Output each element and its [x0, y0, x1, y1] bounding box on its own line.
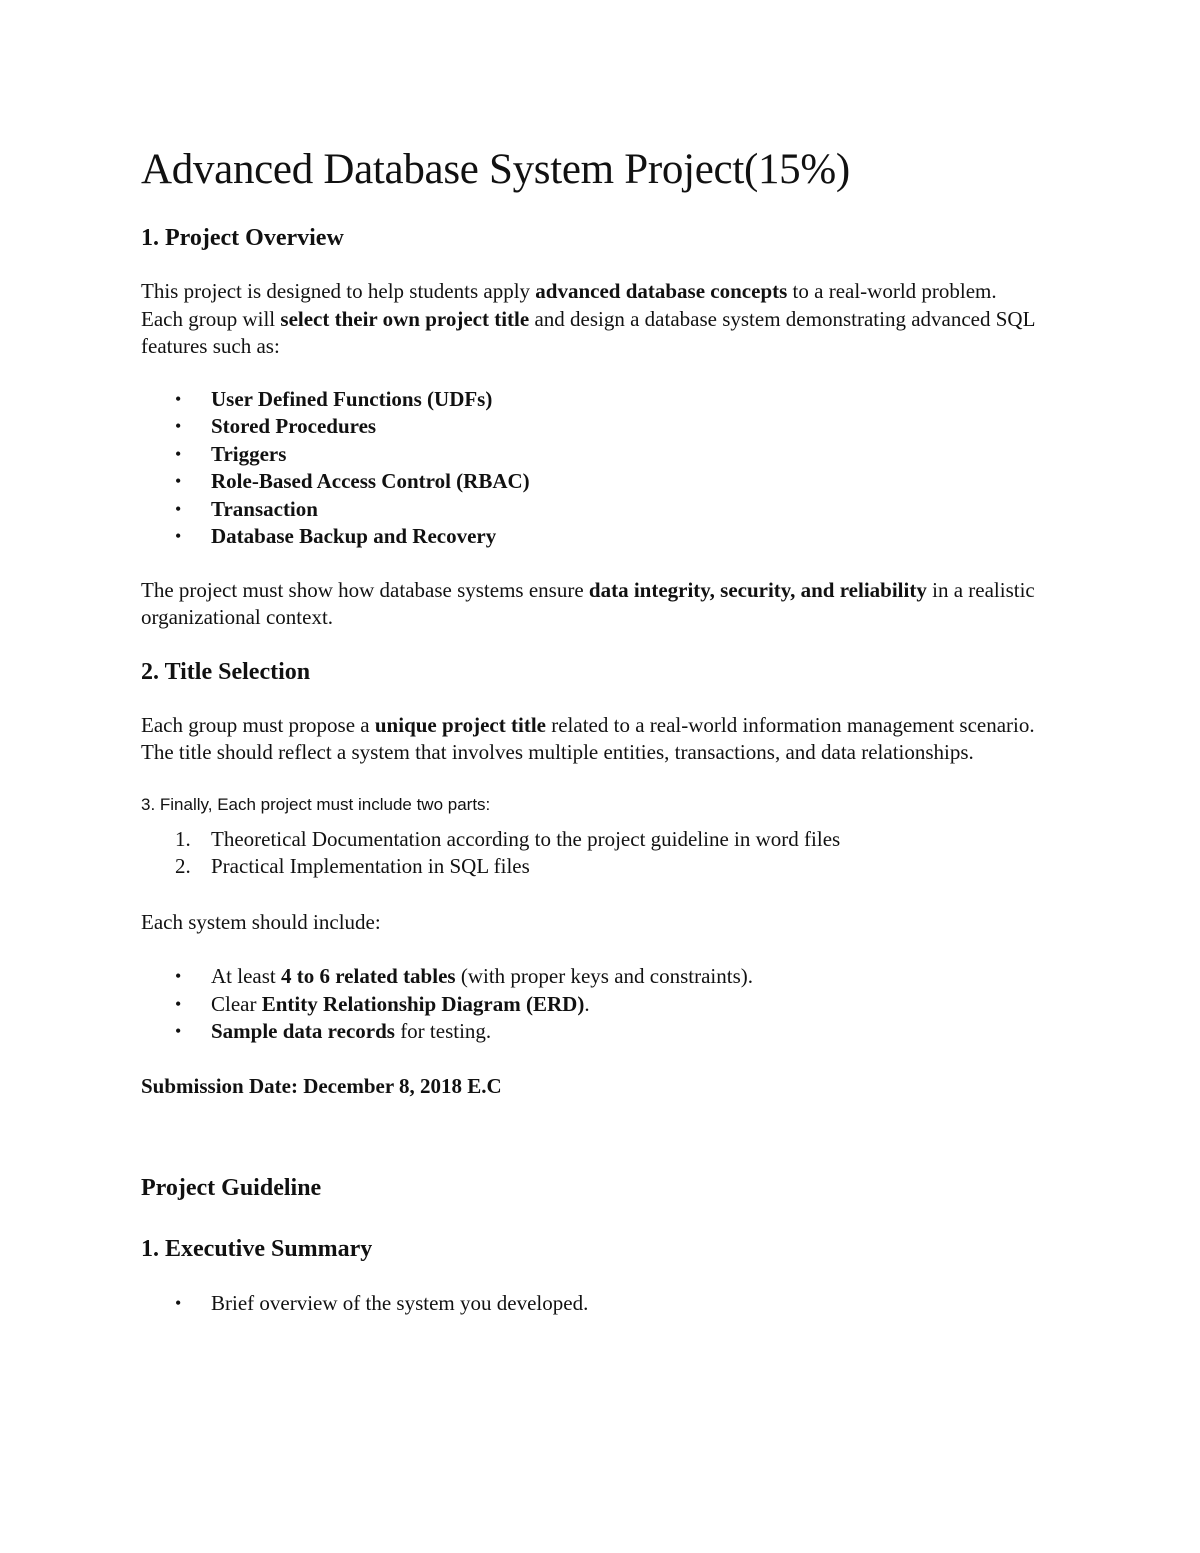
bullet-icon: •: [175, 416, 182, 436]
list-item-text: Transaction: [211, 496, 318, 521]
list-item: [175, 441, 1060, 469]
list-item: [175, 826, 1060, 854]
bullet-icon: •: [175, 471, 182, 491]
list-item-text: Stored Procedures: [211, 414, 377, 438]
bold-run: Sample data records: [211, 1019, 395, 1043]
overview-paragraph-1: [141, 278, 1060, 306]
list-number: 2.: [175, 854, 191, 878]
bold-run: unique project title: [374, 712, 546, 737]
text-run: Clear: [211, 991, 262, 1016]
list-item: [175, 1290, 1060, 1318]
text-run: The project must show how database systems ensure: [141, 577, 589, 602]
list-item: [175, 386, 1060, 414]
text-run: .: [584, 991, 590, 1016]
list-item-text: User Defined Functions (UDFs): [211, 386, 493, 411]
section-heading-executive-summary: 1. Executive Summary: [141, 1236, 373, 1262]
parts-list: [141, 826, 1060, 881]
text-run: and design a database system demonstrating advanced SQL features such as:: [141, 306, 1035, 358]
text-run: Each group will: [141, 306, 281, 331]
list-item: [175, 523, 1060, 551]
list-item-text: Theoretical Documentation according to the project guideline in word files: [211, 826, 841, 851]
bold-run: Entity Relationship Diagram (ERD): [261, 991, 585, 1016]
bullet-icon: •: [175, 1021, 182, 1041]
bullet-icon: •: [175, 1293, 182, 1313]
section-heading-parts: 3. Finally, Each project must include two parts:: [141, 794, 491, 814]
list-item-text: Role-Based Access Control (RBAC): [211, 469, 530, 493]
overview-paragraph-3: [141, 577, 1060, 632]
list-item: [175, 853, 1060, 881]
features-list: [141, 386, 1060, 551]
bullet-icon: •: [175, 993, 182, 1014]
section-heading-project-overview: 1. Project Overview: [141, 225, 344, 251]
text-run: to a real-world problem.: [787, 279, 997, 303]
submission-date: [141, 1073, 1060, 1101]
executive-summary-list: [141, 1290, 1060, 1318]
document-title: Advanced Database System Project(15%): [141, 146, 850, 193]
text-run: related to a real-world information management scenario. The title should reflect a system that involves multiple entities, transactions, and data relationships.: [141, 712, 1035, 764]
include-list: [141, 963, 1060, 1046]
section-heading-project-guideline: Project Guideline: [141, 1175, 322, 1201]
bullet-icon: •: [175, 526, 182, 546]
text-run: for testing.: [394, 1019, 492, 1043]
bold-run: data integrity, security, and reliability: [588, 577, 927, 602]
list-item: [175, 963, 1060, 991]
bold-run: Submission Date: December 8, 2018 E.C: [141, 1073, 502, 1098]
list-item: [175, 1018, 1060, 1046]
text-run: At least: [211, 964, 281, 988]
include-intro: Each system should include:: [141, 909, 381, 934]
list-item-text: Practical Implementation in SQL files: [211, 854, 530, 878]
text-run: This project is designed to help students apply: [141, 279, 536, 303]
list-item: [175, 468, 1060, 496]
bullet-icon: •: [175, 498, 182, 519]
text-run: (with proper keys and constraints).: [455, 964, 754, 988]
overview-paragraph-2: [141, 306, 1060, 361]
bullet-icon: •: [175, 966, 182, 986]
bullet-icon: •: [175, 388, 182, 409]
list-item-text: Triggers: [211, 441, 287, 466]
list-number: 1.: [175, 826, 191, 851]
text-run: in a realistic organizational context.: [141, 577, 1035, 629]
text-run: Each group must propose a: [141, 712, 375, 737]
bullet-icon: •: [175, 443, 182, 464]
title-selection-paragraph: [141, 712, 1060, 767]
list-item-text: Database Backup and Recovery: [211, 524, 497, 548]
bold-run: select their own project title: [280, 306, 530, 331]
bold-run: 4 to 6 related tables: [280, 964, 456, 988]
list-item: [175, 413, 1060, 441]
list-item: [175, 991, 1060, 1019]
bold-run: advanced database concepts: [535, 279, 788, 303]
list-item: [175, 496, 1060, 524]
list-item-text: Brief overview of the system you developed.: [211, 1291, 589, 1315]
section-heading-title-selection: 2. Title Selection: [141, 658, 311, 685]
